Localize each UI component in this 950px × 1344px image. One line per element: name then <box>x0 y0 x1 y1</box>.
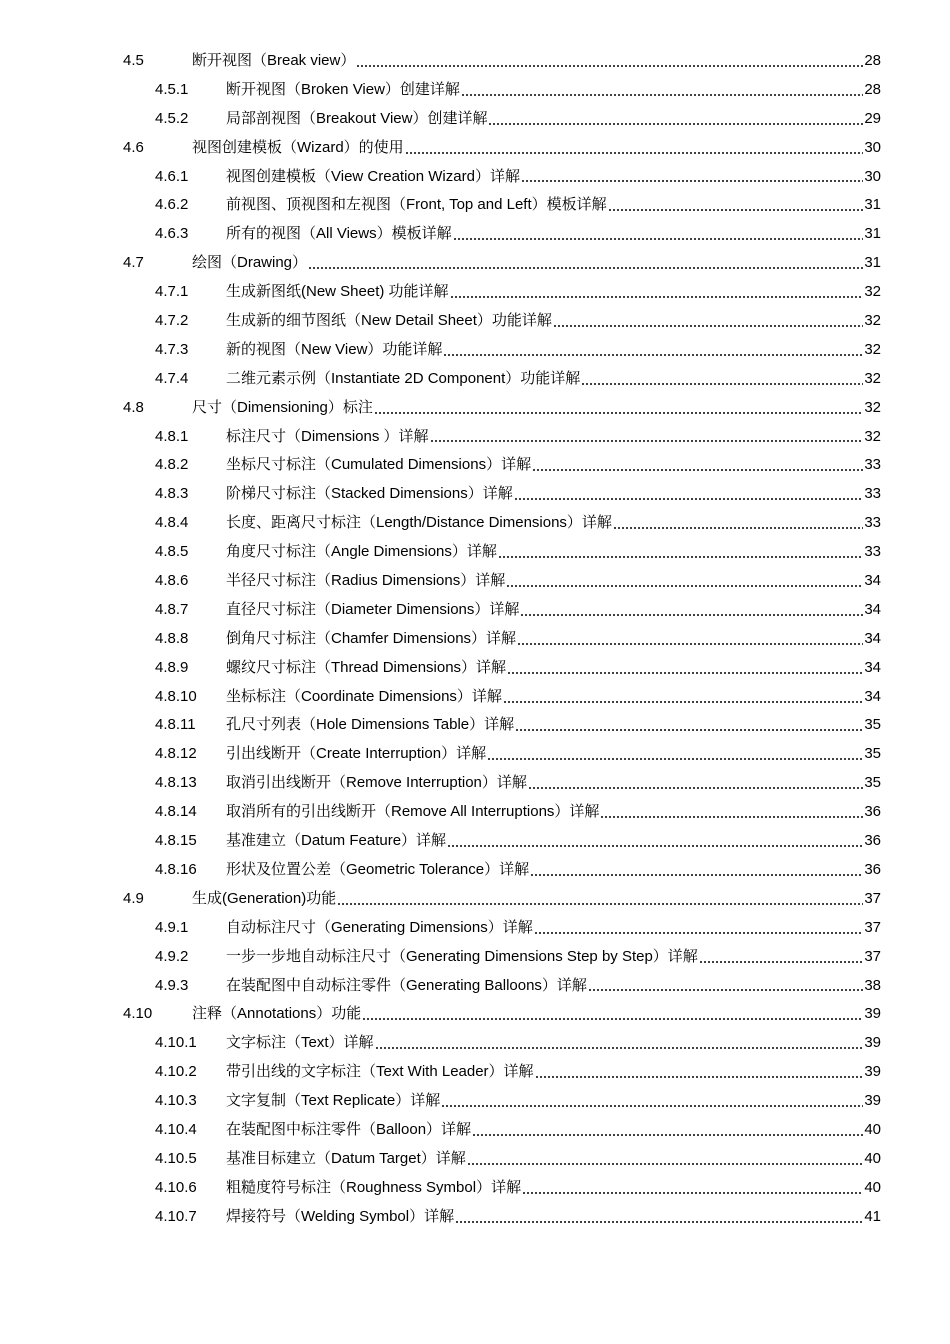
toc-entry-body <box>226 856 881 885</box>
toc-entry-page-number: 29 <box>864 109 881 127</box>
toc-entry-body <box>192 47 881 76</box>
toc-entry[interactable] <box>0 47 950 76</box>
dot-leader <box>517 643 863 645</box>
toc-entry-number: 4.8 <box>123 398 144 416</box>
toc-entry[interactable] <box>0 914 950 943</box>
toc-entry[interactable] <box>0 625 950 654</box>
toc-entry-body <box>226 307 881 336</box>
toc-entry-number: 4.10.2 <box>155 1063 197 1081</box>
toc-entry-page-number: 36 <box>864 803 881 821</box>
toc-entry-number: 4.8.16 <box>155 860 197 878</box>
toc-entry-body <box>226 1145 881 1174</box>
toc-entry[interactable] <box>0 885 950 914</box>
toc-entry-page-number: 34 <box>864 687 881 705</box>
dot-leader <box>450 296 864 298</box>
toc-entry-page-number: 40 <box>864 1178 881 1196</box>
toc-entry-title[interactable]: 前视图、顶视图和左视图（Front, Top and Left）模板详解 <box>226 196 607 214</box>
toc-entry[interactable] <box>0 423 950 452</box>
toc-entry-title[interactable]: 带引出线的文字标注（Text With Leader）详解 <box>226 1063 534 1081</box>
dot-leader <box>521 180 863 182</box>
dot-leader <box>699 961 864 963</box>
toc-entry-page-number: 31 <box>864 196 881 214</box>
toc-entry[interactable] <box>0 798 950 827</box>
toc-entry-body <box>226 105 881 134</box>
toc-entry-page-number: 39 <box>864 1005 881 1023</box>
toc-entry-title[interactable]: 直径尺寸标注（Diameter Dimensions）详解 <box>226 600 520 618</box>
toc-entry-body <box>226 220 881 249</box>
toc-entry-page-number: 35 <box>864 745 881 763</box>
toc-entry[interactable] <box>0 365 950 394</box>
toc-entry-page-number: 28 <box>864 52 881 69</box>
toc-entry-page-number: 34 <box>864 629 881 647</box>
toc-entry[interactable] <box>0 105 950 134</box>
toc-entry-body <box>226 943 881 972</box>
toc-entry-page-number: 35 <box>864 716 881 734</box>
toc-entry-number: 4.5.1 <box>155 80 189 98</box>
toc-entry-page-number: 38 <box>864 976 881 994</box>
toc-entry-title[interactable]: 螺纹尺寸标注（Thread Dimensions）详解 <box>226 658 507 676</box>
dot-leader <box>488 123 863 125</box>
toc-entry-title[interactable]: 新的视图（New View）功能详解 <box>226 340 443 358</box>
toc-entry-page-number: 37 <box>864 947 881 965</box>
toc-entry-page-number: 32 <box>864 340 881 358</box>
dot-leader <box>498 556 863 558</box>
toc-entry[interactable] <box>0 740 950 769</box>
toc-entry-title[interactable]: 生成新的细节图纸（New Detail Sheet）功能详解 <box>226 312 552 330</box>
toc-entry-title[interactable]: 基准建立（Datum Feature）详解 <box>226 832 447 850</box>
toc-entry-body <box>226 76 881 105</box>
toc-entry[interactable] <box>0 220 950 249</box>
toc-entry-number: 4.10.5 <box>155 1149 197 1167</box>
toc-entry[interactable] <box>0 76 950 105</box>
toc-entry-number: 4.10.6 <box>155 1178 197 1196</box>
toc-entry-title[interactable]: 引出线断开（Create Interruption）详解 <box>226 745 487 763</box>
toc-entry-body <box>226 711 881 740</box>
toc-entry-page-number: 37 <box>864 889 881 907</box>
toc-entry-title[interactable]: 局部剖视图（Breakout View）创建详解 <box>226 109 488 127</box>
toc-entry-page-number: 41 <box>864 1207 881 1225</box>
toc-entry-title[interactable]: 焊接符号（Welding Symbol）详解 <box>226 1207 455 1225</box>
toc-entry-number: 4.8.12 <box>155 745 197 763</box>
toc-entry-title[interactable]: 文字标注（Text）详解 <box>226 1034 374 1052</box>
toc-entry-title[interactable]: 自动标注尺寸（Generating Dimensions）详解 <box>226 918 533 936</box>
toc-entry-page-number: 34 <box>864 658 881 676</box>
toc-entry-number: 4.9.3 <box>155 976 189 994</box>
toc-entry-page-number: 39 <box>864 1063 881 1081</box>
toc-entry-body <box>226 1203 881 1232</box>
toc-entry-body <box>226 509 881 538</box>
toc-entry-title[interactable]: 取消引出线断开（Remove Interruption）详解 <box>226 774 527 792</box>
dot-leader <box>522 1192 863 1194</box>
dot-leader <box>528 787 863 789</box>
dot-leader <box>608 209 864 211</box>
toc-entry-title[interactable]: 倒角尺寸标注（Chamfer Dimensions）详解 <box>226 629 517 647</box>
toc-entry-title[interactable]: 长度、距离尺寸标注（Length/Distance Dimensions）详解 <box>226 514 612 532</box>
dot-leader <box>534 932 864 934</box>
toc-entry-body <box>226 163 881 192</box>
toc-entry-page-number: 31 <box>864 225 881 243</box>
dot-leader <box>441 1105 863 1107</box>
toc-entry-number: 4.10.3 <box>155 1092 197 1110</box>
toc-entry-number: 4.9.1 <box>155 918 189 936</box>
toc-entry-page-number: 39 <box>864 1092 881 1110</box>
toc-entry-title[interactable]: 坐标标注（Coordinate Dimensions）详解 <box>226 687 502 705</box>
toc-entry-title[interactable]: 尺寸（Dimensioning）标注 <box>192 398 373 416</box>
dot-leader <box>362 1018 863 1020</box>
toc-entry-title[interactable]: 生成(Generation)功能 <box>192 889 337 907</box>
toc-entry[interactable] <box>0 654 950 683</box>
toc-entry-page-number: 32 <box>864 312 881 330</box>
toc-entry-page-number: 40 <box>864 1120 881 1138</box>
dot-leader <box>530 874 863 876</box>
dot-leader <box>443 354 863 356</box>
toc-entry-number: 4.7.1 <box>155 283 189 301</box>
toc-entry[interactable] <box>0 1116 950 1145</box>
toc-entry-body <box>226 1087 881 1116</box>
dot-leader <box>514 498 864 500</box>
toc-entry-body <box>226 798 881 827</box>
toc-entry-title[interactable]: 坐标尺寸标注（Cumulated Dimensions）详解 <box>226 456 532 474</box>
toc-entry-body <box>226 1116 881 1145</box>
dot-leader <box>455 1221 863 1223</box>
dot-leader <box>375 1047 864 1049</box>
toc-entry-title[interactable]: 粗糙度符号标注（Roughness Symbol）详解 <box>226 1178 522 1196</box>
toc-entry-title[interactable]: 角度尺寸标注（Angle Dimensions）详解 <box>226 543 497 561</box>
toc-entry-title[interactable]: 断开视图（Break view） <box>192 52 356 69</box>
toc-entry-title[interactable]: 半径尺寸标注（Radius Dimensions）详解 <box>226 572 506 590</box>
dot-leader <box>581 383 863 385</box>
toc-entry-body <box>226 1058 881 1087</box>
toc-entry-body <box>226 683 881 712</box>
toc-entry-title[interactable]: 绘图（Drawing） <box>192 254 308 272</box>
toc-entry-title[interactable]: 基准目标建立（Datum Target）详解 <box>226 1149 466 1167</box>
toc-entry[interactable] <box>0 480 950 509</box>
toc-entry-number: 4.8.2 <box>155 456 189 474</box>
toc-entry-body <box>226 972 881 1001</box>
toc-entry-title[interactable]: 生成新图纸(New Sheet) 功能详解 <box>226 283 449 301</box>
toc-entry-page-number: 32 <box>864 283 881 301</box>
toc-entry[interactable] <box>0 972 950 1001</box>
toc-entry-title[interactable]: 在装配图中自动标注零件（Generating Balloons）详解 <box>226 976 587 994</box>
toc-entry-number: 4.5 <box>123 52 144 69</box>
table-of-contents <box>0 47 950 1232</box>
toc-entry-page-number: 37 <box>864 918 881 936</box>
toc-entry-number: 4.8.11 <box>155 716 196 734</box>
dot-leader <box>600 816 863 818</box>
toc-entry-page-number: 31 <box>864 254 881 272</box>
toc-entry-body <box>226 1174 881 1203</box>
toc-entry-number: 4.8.5 <box>155 543 189 561</box>
toc-entry-title[interactable]: 在装配图中标注零件（Balloon）详解 <box>226 1120 472 1138</box>
toc-entry-body <box>226 827 881 856</box>
toc-entry-number: 4.8.13 <box>155 774 197 792</box>
toc-entry-number: 4.7.4 <box>155 369 189 387</box>
toc-entry-page-number: 40 <box>864 1149 881 1167</box>
toc-entry-number: 4.9 <box>123 889 144 907</box>
toc-entry-body <box>226 423 881 452</box>
toc-entry-title[interactable]: 断开视图（Broken View）创建详解 <box>226 80 460 98</box>
toc-entry-body <box>226 1029 881 1058</box>
toc-entry-body <box>226 538 881 567</box>
dot-leader <box>430 440 864 442</box>
toc-entry[interactable] <box>0 163 950 192</box>
dot-leader <box>520 614 863 616</box>
toc-entry[interactable] <box>0 394 950 423</box>
toc-entry-page-number: 28 <box>864 80 881 98</box>
toc-entry-body <box>192 249 881 278</box>
toc-entry[interactable] <box>0 769 950 798</box>
toc-entry-body <box>226 365 881 394</box>
toc-entry[interactable] <box>0 567 950 596</box>
toc-entry-page-number: 34 <box>864 600 881 618</box>
toc-entry-page-number: 33 <box>864 514 881 532</box>
toc-entry-body <box>226 914 881 943</box>
toc-entry-number: 4.8.8 <box>155 629 189 647</box>
toc-entry-body <box>226 596 881 625</box>
toc-entry-number: 4.8.10 <box>155 687 197 705</box>
toc-entry-page-number: 33 <box>864 456 881 474</box>
toc-entry[interactable] <box>0 249 950 278</box>
toc-entry[interactable] <box>0 134 950 163</box>
dot-leader <box>374 412 863 414</box>
toc-entry-number: 4.5.2 <box>155 109 189 127</box>
toc-entry[interactable] <box>0 683 950 712</box>
toc-entry-title[interactable]: 取消所有的引出线断开（Remove All Interruptions）详解 <box>226 803 600 821</box>
toc-entry-body <box>192 394 881 423</box>
toc-entry-body <box>226 336 881 365</box>
toc-entry[interactable] <box>0 596 950 625</box>
toc-entry[interactable] <box>0 1174 950 1203</box>
toc-entry-body <box>192 1000 881 1029</box>
toc-entry-title[interactable]: 视图创建模板（View Creation Wizard）详解 <box>226 167 520 185</box>
dot-leader <box>472 1134 863 1136</box>
dot-leader <box>553 325 863 327</box>
toc-entry[interactable] <box>0 1203 950 1232</box>
toc-entry-body <box>226 278 881 307</box>
toc-entry-body <box>226 567 881 596</box>
toc-entry-number: 4.8.15 <box>155 832 197 850</box>
dot-leader <box>405 152 864 154</box>
toc-entry[interactable] <box>0 1058 950 1087</box>
toc-entry-number: 4.8.1 <box>155 427 189 445</box>
toc-entry[interactable] <box>0 538 950 567</box>
toc-entry-page-number: 39 <box>864 1034 881 1052</box>
toc-entry-number: 4.8.3 <box>155 485 189 503</box>
toc-entry[interactable] <box>0 451 950 480</box>
dot-leader <box>337 903 863 905</box>
toc-entry-title[interactable]: 二维元素示例（Instantiate 2D Component）功能详解 <box>226 369 581 387</box>
toc-entry-number: 4.7 <box>123 254 144 272</box>
dot-leader <box>453 238 864 240</box>
toc-entry-body <box>226 480 881 509</box>
toc-entry-title[interactable]: 一步一步地自动标注尺寸（Generating Dimensions Step by Step）详解 <box>226 947 698 965</box>
toc-entry-title[interactable]: 形状及位置公差（Geometric Tolerance）详解 <box>226 860 530 878</box>
toc-entry[interactable] <box>0 827 950 856</box>
toc-entry-title[interactable]: 阶梯尺寸标注（Stacked Dimensions）详解 <box>226 485 513 503</box>
toc-entry[interactable] <box>0 278 950 307</box>
toc-entry-body <box>226 740 881 769</box>
toc-entry-number: 4.10.7 <box>155 1207 197 1225</box>
toc-entry-number: 4.6 <box>123 138 144 156</box>
toc-entry-page-number: 32 <box>864 369 881 387</box>
toc-entry-number: 4.8.7 <box>155 600 189 618</box>
dot-leader <box>356 65 863 67</box>
toc-entry-number: 4.8.6 <box>155 572 189 590</box>
toc-entry[interactable] <box>0 307 950 336</box>
toc-entry[interactable] <box>0 191 950 220</box>
toc-entry-page-number: 32 <box>864 427 881 445</box>
toc-entry-body <box>226 654 881 683</box>
toc-entry-body <box>226 451 881 480</box>
toc-entry-title[interactable]: 视图创建模板（Wizard）的使用 <box>192 138 404 156</box>
dot-leader <box>588 989 863 991</box>
toc-entry-page-number: 34 <box>864 572 881 590</box>
toc-entry-number: 4.6.1 <box>155 167 189 185</box>
dot-leader <box>613 527 863 529</box>
toc-entry[interactable] <box>0 509 950 538</box>
dot-leader <box>506 585 863 587</box>
toc-entry-page-number: 30 <box>864 167 881 185</box>
toc-entry-body <box>226 769 881 798</box>
toc-entry-title[interactable]: 孔尺寸列表（Hole Dimensions Table）详解 <box>226 716 515 734</box>
toc-entry[interactable] <box>0 1029 950 1058</box>
toc-entry-number: 4.9.2 <box>155 947 189 965</box>
toc-entry-page-number: 36 <box>864 832 881 850</box>
toc-entry-number: 4.7.2 <box>155 312 189 330</box>
toc-entry[interactable] <box>0 1145 950 1174</box>
toc-entry-page-number: 33 <box>864 485 881 503</box>
dot-leader <box>515 729 863 731</box>
toc-entry[interactable] <box>0 711 950 740</box>
toc-entry-body <box>192 134 881 163</box>
dot-leader <box>467 1163 864 1165</box>
dot-leader <box>535 1076 864 1078</box>
dot-leader <box>507 672 863 674</box>
toc-entry-title[interactable]: 所有的视图（All Views）模板详解 <box>226 225 452 243</box>
toc-entry-title[interactable]: 文字复制（Text Replicate）详解 <box>226 1092 441 1110</box>
toc-entry[interactable] <box>0 336 950 365</box>
dot-leader <box>532 469 863 471</box>
toc-entry-title[interactable]: 注释（Annotations）功能 <box>192 1005 362 1023</box>
dot-leader <box>461 94 863 96</box>
toc-entry-number: 4.6.3 <box>155 225 189 243</box>
toc-entry-number: 4.8.14 <box>155 803 197 821</box>
dot-leader <box>503 701 863 703</box>
toc-entry-page-number: 32 <box>864 398 881 416</box>
toc-entry[interactable] <box>0 943 950 972</box>
toc-entry-number: 4.10.1 <box>155 1034 197 1052</box>
toc-entry-body <box>226 191 881 220</box>
toc-entry[interactable] <box>0 856 950 885</box>
toc-entry[interactable] <box>0 1000 950 1029</box>
toc-entry-number: 4.8.4 <box>155 514 189 532</box>
toc-entry[interactable] <box>0 1087 950 1116</box>
toc-entry-title[interactable]: 标注尺寸（Dimensions ）详解 <box>226 427 429 445</box>
dot-leader <box>487 758 863 760</box>
toc-entry-page-number: 33 <box>864 543 881 561</box>
toc-entry-page-number: 30 <box>864 138 881 156</box>
toc-entry-body <box>192 885 881 914</box>
toc-entry-number: 4.6.2 <box>155 196 189 214</box>
toc-entry-number: 4.10 <box>123 1005 153 1023</box>
toc-entry-body <box>226 625 881 654</box>
toc-entry-number: 4.8.9 <box>155 658 189 676</box>
toc-entry-number: 4.10.4 <box>155 1120 197 1138</box>
toc-entry-page-number: 36 <box>864 860 881 878</box>
toc-entry-page-number: 35 <box>864 774 881 792</box>
dot-leader <box>308 267 863 269</box>
toc-entry-number: 4.7.3 <box>155 340 189 358</box>
dot-leader <box>447 845 863 847</box>
